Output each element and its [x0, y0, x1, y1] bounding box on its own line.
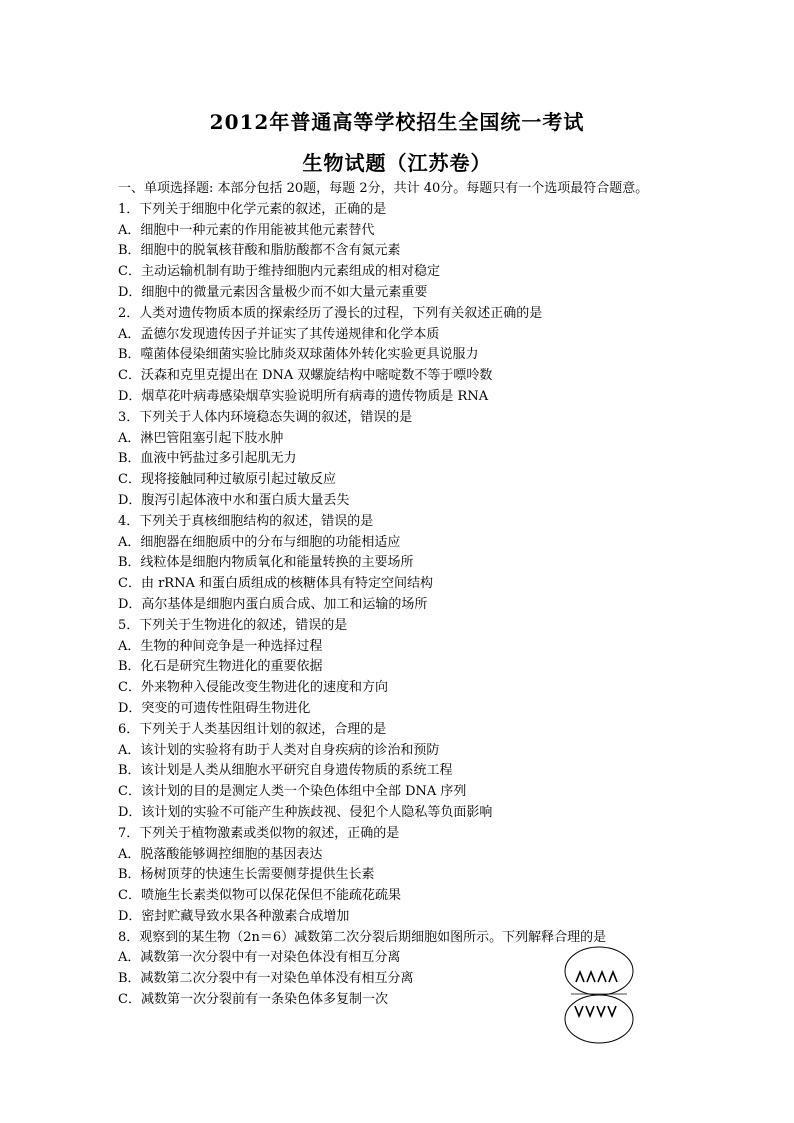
text-line: C．外来物种入侵能改变生物进化的速度和方向: [118, 680, 388, 696]
text-line: 4．下列关于真核细胞结构的叙述，错误的是: [118, 513, 374, 529]
chromosome: [576, 972, 584, 982]
text-line: 一、单项选择题: 本部分包括 20题，每题 2分，共计 40分。每题只有一个选项最符合题意。: [118, 181, 649, 196]
text-line: 6．下列关于人类基因组计划的叙述，合理的是: [118, 721, 387, 737]
chromosome: [598, 972, 606, 982]
text-line: 7．下列关于植物激素或类似物的叙述，正确的是: [118, 825, 400, 841]
text-line: 3．下列关于人体内环境稳态失调的叙述，错误的是: [118, 409, 413, 425]
text-line: D．突变的可遗传性阻碍生物进化: [118, 700, 311, 716]
text-line: B．噬菌体侵染细菌实验比肺炎双球菌体外转化实验更具说服力: [118, 347, 479, 363]
text-line: D．细胞中的微量元素因含量极少而不如大量元素重要: [118, 284, 428, 300]
text-line: D．密封贮藏导致水果各种激素合成增加: [118, 908, 350, 924]
text-line: D．高尔基体是细胞内蛋白质合成、加工和运输的场所: [118, 596, 428, 612]
text-line: B．杨树顶芽的快速生长需要侧芽提供生长素: [118, 867, 375, 883]
page-subtitle: 生物试题（江苏卷）: [302, 151, 492, 175]
question-list: [118, 179, 678, 1011]
chromosome: [587, 972, 595, 982]
cell-division-figure: [563, 946, 635, 1044]
chromosome: [609, 972, 617, 982]
chromosome: [586, 1006, 594, 1016]
text-line: 2．人类对遗传物质本质的探索经历了漫长的过程，下列有关叙述正确的是: [118, 305, 543, 321]
text-line: C．沃森和克里克提出在 DNA 双螺旋结构中嘧啶数不等于嘌呤数: [118, 368, 493, 384]
text-line: B．化石是研究生物进化的重要依据: [118, 659, 323, 675]
text-line: B．该计划是人类从细胞水平研究自身遗传物质的系统工程: [118, 763, 453, 779]
text-line: B．细胞中的脱氧核苷酸和脂肪酸都不含有氮元素: [118, 243, 401, 259]
upper-cell-outline: [565, 947, 633, 995]
lower-chromosomes: [575, 1006, 616, 1016]
text-line: B．减数第二次分裂中有一对染色单体没有相互分离: [118, 971, 414, 987]
text-line: C．该计划的目的是测定人类一个染色体组中全部 DNA 序列: [118, 784, 467, 800]
text-line: A．生物的种间竞争是一种选择过程: [118, 638, 323, 654]
text-line: B．血液中钙盐过多引起肌无力: [118, 451, 297, 467]
upper-chromosomes: [576, 972, 617, 982]
chromosome: [597, 1006, 605, 1016]
text-line: D．该计划的实验不可能产生种族歧视、侵犯个人隐私等负面影响: [118, 804, 493, 820]
text-line: C．主动运输机制有助于维持细胞内元素组成的相对稳定: [118, 264, 440, 280]
text-line: 5．下列关于生物进化的叙述，错误的是: [118, 617, 348, 633]
text-line: B．线粒体是细胞内物质氧化和能量转换的主要场所: [118, 555, 414, 571]
text-line: A．减数第一次分裂中有一对染色体没有相互分离: [118, 950, 401, 966]
text-line: A．该计划的实验将有助于人类对自身疾病的诊治和预防: [118, 742, 440, 758]
text-line: 8．观察到的某生物（2n＝6）减数第二次分裂后期细胞如图所示。下列解释合理的是: [118, 929, 607, 945]
lower-cell-outline: [565, 995, 633, 1043]
text-line: A．淋巴管阻塞引起下肢水肿: [118, 430, 284, 446]
text-line: C．由 rRNA 和蛋白质组成的核糖体具有特定空间结构: [118, 576, 433, 592]
text-line: 1．下列关于细胞中化学元素的叙述，正确的是: [118, 201, 387, 217]
text-line: C．喷施生长素类似物可以保花保但不能疏花疏果: [118, 888, 401, 904]
page-title: 2012年普通高等学校招生全国统一考试: [209, 110, 585, 134]
chromosome: [608, 1006, 616, 1016]
text-line: D．烟草花叶病毒感染烟草实验说明所有病毒的遗传物质是 RNA: [118, 388, 489, 404]
text-line: D．腹泻引起体液中水和蛋白质大量丢失: [118, 492, 350, 508]
text-line: A．孟德尔发现遗传因子并证实了其传递规律和化学本质: [118, 326, 440, 342]
text-line: A．细胞中一种元素的作用能被其他元素替代: [118, 222, 375, 238]
text-line: C．减数第一次分裂前有一条染色体多复制一次: [118, 992, 388, 1008]
text-line: A．脱落酸能够调控细胞的基因表达: [118, 846, 323, 862]
chromosome: [575, 1006, 583, 1016]
text-line: C．现将接触同种过敏原引起过敏反应: [118, 472, 336, 488]
text-line: A．细胞器在细胞质中的分布与细胞的功能相适应: [118, 534, 401, 550]
